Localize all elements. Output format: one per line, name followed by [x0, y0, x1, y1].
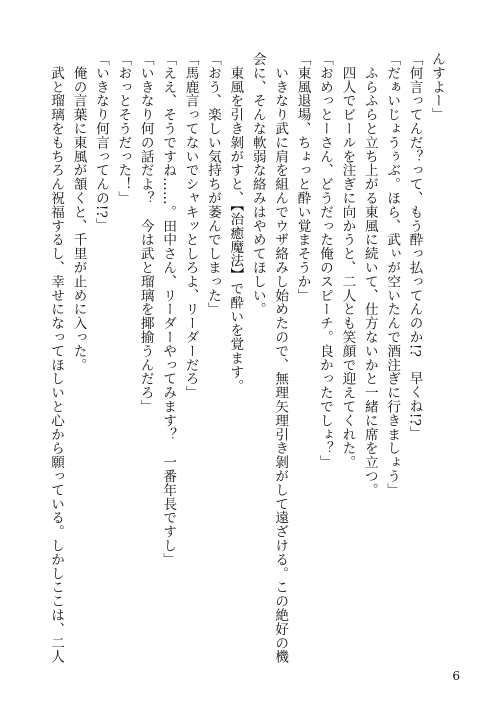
text-line: 「馬鹿言ってないでシャキッとしろよ、リーダーだろ」: [182, 52, 199, 400]
text-line: 「いきなり何言ってんの!?」: [92, 52, 109, 233]
text-line: 「だぁいじょうぅぶ。ほら、武ぃが空いたんで酒注ぎに行きましょう」: [384, 52, 401, 497]
text-line: 四人でビールを注ぎに向かうと、二人とも笑顔で迎えてくれた。: [339, 52, 356, 469]
text-line: 俺の言葉に東風が頷くと、千里が止めに入った。: [70, 52, 87, 372]
text-line: 「おう、楽しい気持ちが萎んでしまった」: [204, 52, 221, 317]
text-line: 「何言ってんだ？って、もう酔っ払ってんのか!? 早くね!?」: [406, 52, 423, 441]
text-line: 会に、そんな軟弱な絡みはやめてほしい。: [249, 52, 266, 317]
text-line: 「いきなり何の話だよ？ 今は武と瑠璃を揶揄うんだろ」: [137, 52, 154, 414]
text-line: いきなり武に肩を組んでウザ絡みし始めたので、無理矢理引き剝がして遠ざける。この絶好の機: [272, 52, 289, 664]
text-line: 「ええ、そうですね……。田中さん、リーダーやってみます？ 一番年長ですし」: [160, 52, 177, 567]
text-line: 「おめっとーさん、どうだった俺のスピーチ。良かったでしょ？」: [316, 52, 333, 469]
text-line: んすよー」: [429, 52, 445, 122]
text-line: 「おっとそうだった！」: [115, 52, 132, 205]
text-line: 東風を引き剝がすと、【治癒魔法】で酔いを覚ます。: [227, 52, 244, 393]
text-line: 武と瑠璃をもちろん祝福するし、幸せになってほしいと心から願っている。しかしここは、二人: [48, 52, 65, 664]
page-number: 6: [452, 669, 460, 683]
text-line: ふらふらと立ち上がる東風に続いて、仕方ないかと一緒に席を立つ。: [361, 52, 378, 497]
text-line: 「東風退場、ちょっと酔い覚まそうか」: [294, 52, 311, 303]
vertical-text-block: [45, 52, 448, 664]
